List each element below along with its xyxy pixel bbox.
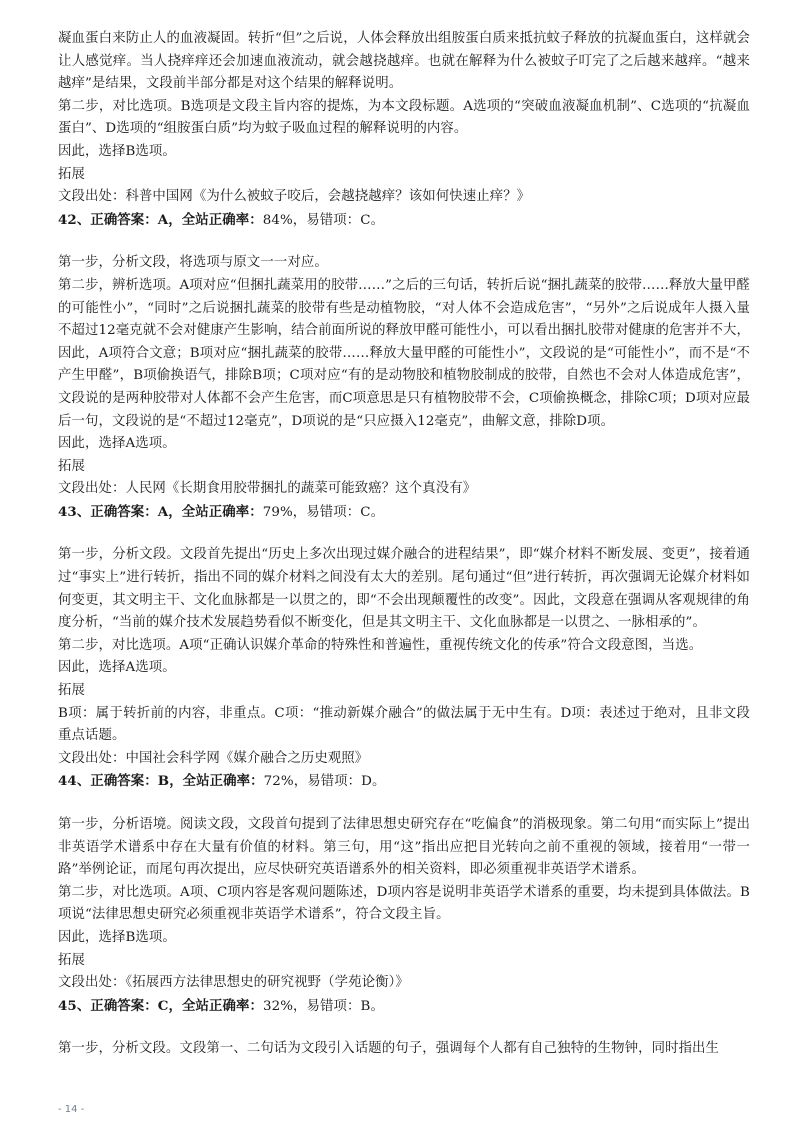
paragraph: 第二步，对比选项。A项、C项内容是客观问题陈述，D项内容是说明非英语学术谱系的重要，均未提到具体做法。B项说“法律思想史研究必须重视非英语学术谱系”，符合文段主旨。 <box>58 884 750 923</box>
paragraph: 因此，选择B选项。 <box>58 929 176 945</box>
source-line: 文段出处：科普中国网《为什么被蚊子咬后，会越挠越痒？该如何快速止痒？》 <box>58 189 531 205</box>
paragraph: 第一步，分析文段。文段首先提出“历史上多次出现过媒介融合的进程结果”，即“媒介材料不断发展、变更”，接着通过“事实上”进行转折，指出不同的媒介材料之间没有太大的差别。尾句通过“但”进行转折，再次强调无论媒介材料如何变更，其文明主干、文化血脉都是一以贯之的，即“不会出现颠覆性的改变”。因此，文段意在强调从客观规律的角度分析，“当前的媒介技术发展趋势看似不断变化，但是其文明主干、文化血脉都是一以贯之、一脉相承的”。 <box>58 547 750 631</box>
document-body <box>58 28 750 1061</box>
page-number: - 14 - <box>58 1104 85 1115</box>
source-line: 文段出处：《拓展西方法律思想史的研究视野（学苑论衡）》 <box>58 975 409 991</box>
paragraph: 第二步，对比选项。A项“正确认识媒介革命的特殊性和普遍性，重视传统文化的传承”符合文段意图，当选。 <box>58 637 703 653</box>
answer-line-45: 45、正确答案：C，全站正确率：32%，易错项：B。 <box>58 997 384 1014</box>
extension-label: 拓展 <box>58 952 85 968</box>
paragraph: 第一步，分析语境。阅读文段，文段首句提到了法律思想史研究存在“吃偏食”的消极现象。第二句用“而实际上”提出非英语学术谱系中存在大量有价值的材料。第三句，用“这”指出应把目光转向之前不重视的领域，接着用“一带一路”举例论证，而尾句再次提出，应尽快研究英语谱系外的相关资料，即必须重视非英语学术谱系。 <box>58 817 750 878</box>
extension-label: 拓展 <box>58 166 85 182</box>
answer-line-42: 42、正确答案：A，全站正确率：84%，易错项：C。 <box>58 211 385 228</box>
paragraph: 因此，选择A选项。 <box>58 660 176 676</box>
paragraph: 第二步，辨析选项。A项对应“但捆扎蔬菜用的胶带……”之后的三句话，转折后说“捆扎蔬菜的胶带……释放大量甲醛的可能性小”，“同时”之后说捆扎蔬菜的胶带有些是动植物胶，“对人体不会造成危害”，“另外”之后说成年人摄入量不超过12毫克就不会对健康产生影响，结合前面所说的释放甲醛可能性小，可以看出捆扎胶带对健康的危害并不大，因此，A项符合文意；B项对应“捆扎蔬菜的胶带……释放大量甲醛的可能性小”，文段说的是“可能性小”，而不是“不产生甲醛”，B项偷换语气，排除B项；C项对应“有的是动物胶和植物胶制成的胶带，自然也不会对人体造成危害”，文段说的是两种胶带对人体都不会产生危害，而C项意思是只有植物胶带不会，C项偷换概念，排除C项；D项对应最后一句，文段说的是“不超过12毫克”，D项说的是“只应摄入12毫克”，曲解文意，排除D项。 <box>58 277 750 429</box>
source-line: 文段出处：中国社会科学网《媒介融合之历史观照》 <box>58 750 369 766</box>
paragraph: 第一步，分析文段。文段第一、二句话为文段引入话题的句子，强调每个人都有自己独特的生物钟，同时指出生 <box>58 1041 720 1057</box>
extension-label: 拓展 <box>58 683 85 699</box>
answer-line-43: 43、正确答案：A，全站正确率：79%，易错项：C。 <box>58 503 385 520</box>
paragraph: 第二步，对比选项。B选项是文段主旨内容的提炼，为本文段标题。A选项的“突破血液凝血机制”、C选项的“抗凝血蛋白”、D选项的“组胺蛋白质”均为蚊子吸血过程的解释说明的内容。 <box>58 98 750 137</box>
paragraph: 第一步，分析文段，将选项与原文一一对应。 <box>58 255 328 271</box>
source-line: 文段出处：人民网《长期食用胶带捆扎的蔬菜可能致癌？这个真没有》 <box>58 481 477 497</box>
paragraph: 因此，选择A选项。 <box>58 436 176 452</box>
paragraph: 因此，选择B选项。 <box>58 143 176 159</box>
paragraph: 凝血蛋白来防止人的血液凝固。转折“但”之后说，人体会释放出组胺蛋白质来抵抗蚊子释放的抗凝血蛋白，这样就会让人感觉痒。当人挠痒痒还会加速血液流动，就会越挠越痒。也就在解释为什么被蚊子叮完了之后越来越痒。“越来越痒”是结果，文段前半部分都是对这个结果的解释说明。 <box>58 31 750 92</box>
paragraph: B项：属于转折前的内容，非重点。C项：“推动新媒介融合”的做法属于无中生有。D项：表述过于绝对，且非文段重点话题。 <box>58 705 750 744</box>
extension-label: 拓展 <box>58 458 85 474</box>
answer-line-44: 44、正确答案：B，全站正确率：72%，易错项：D。 <box>58 773 386 790</box>
